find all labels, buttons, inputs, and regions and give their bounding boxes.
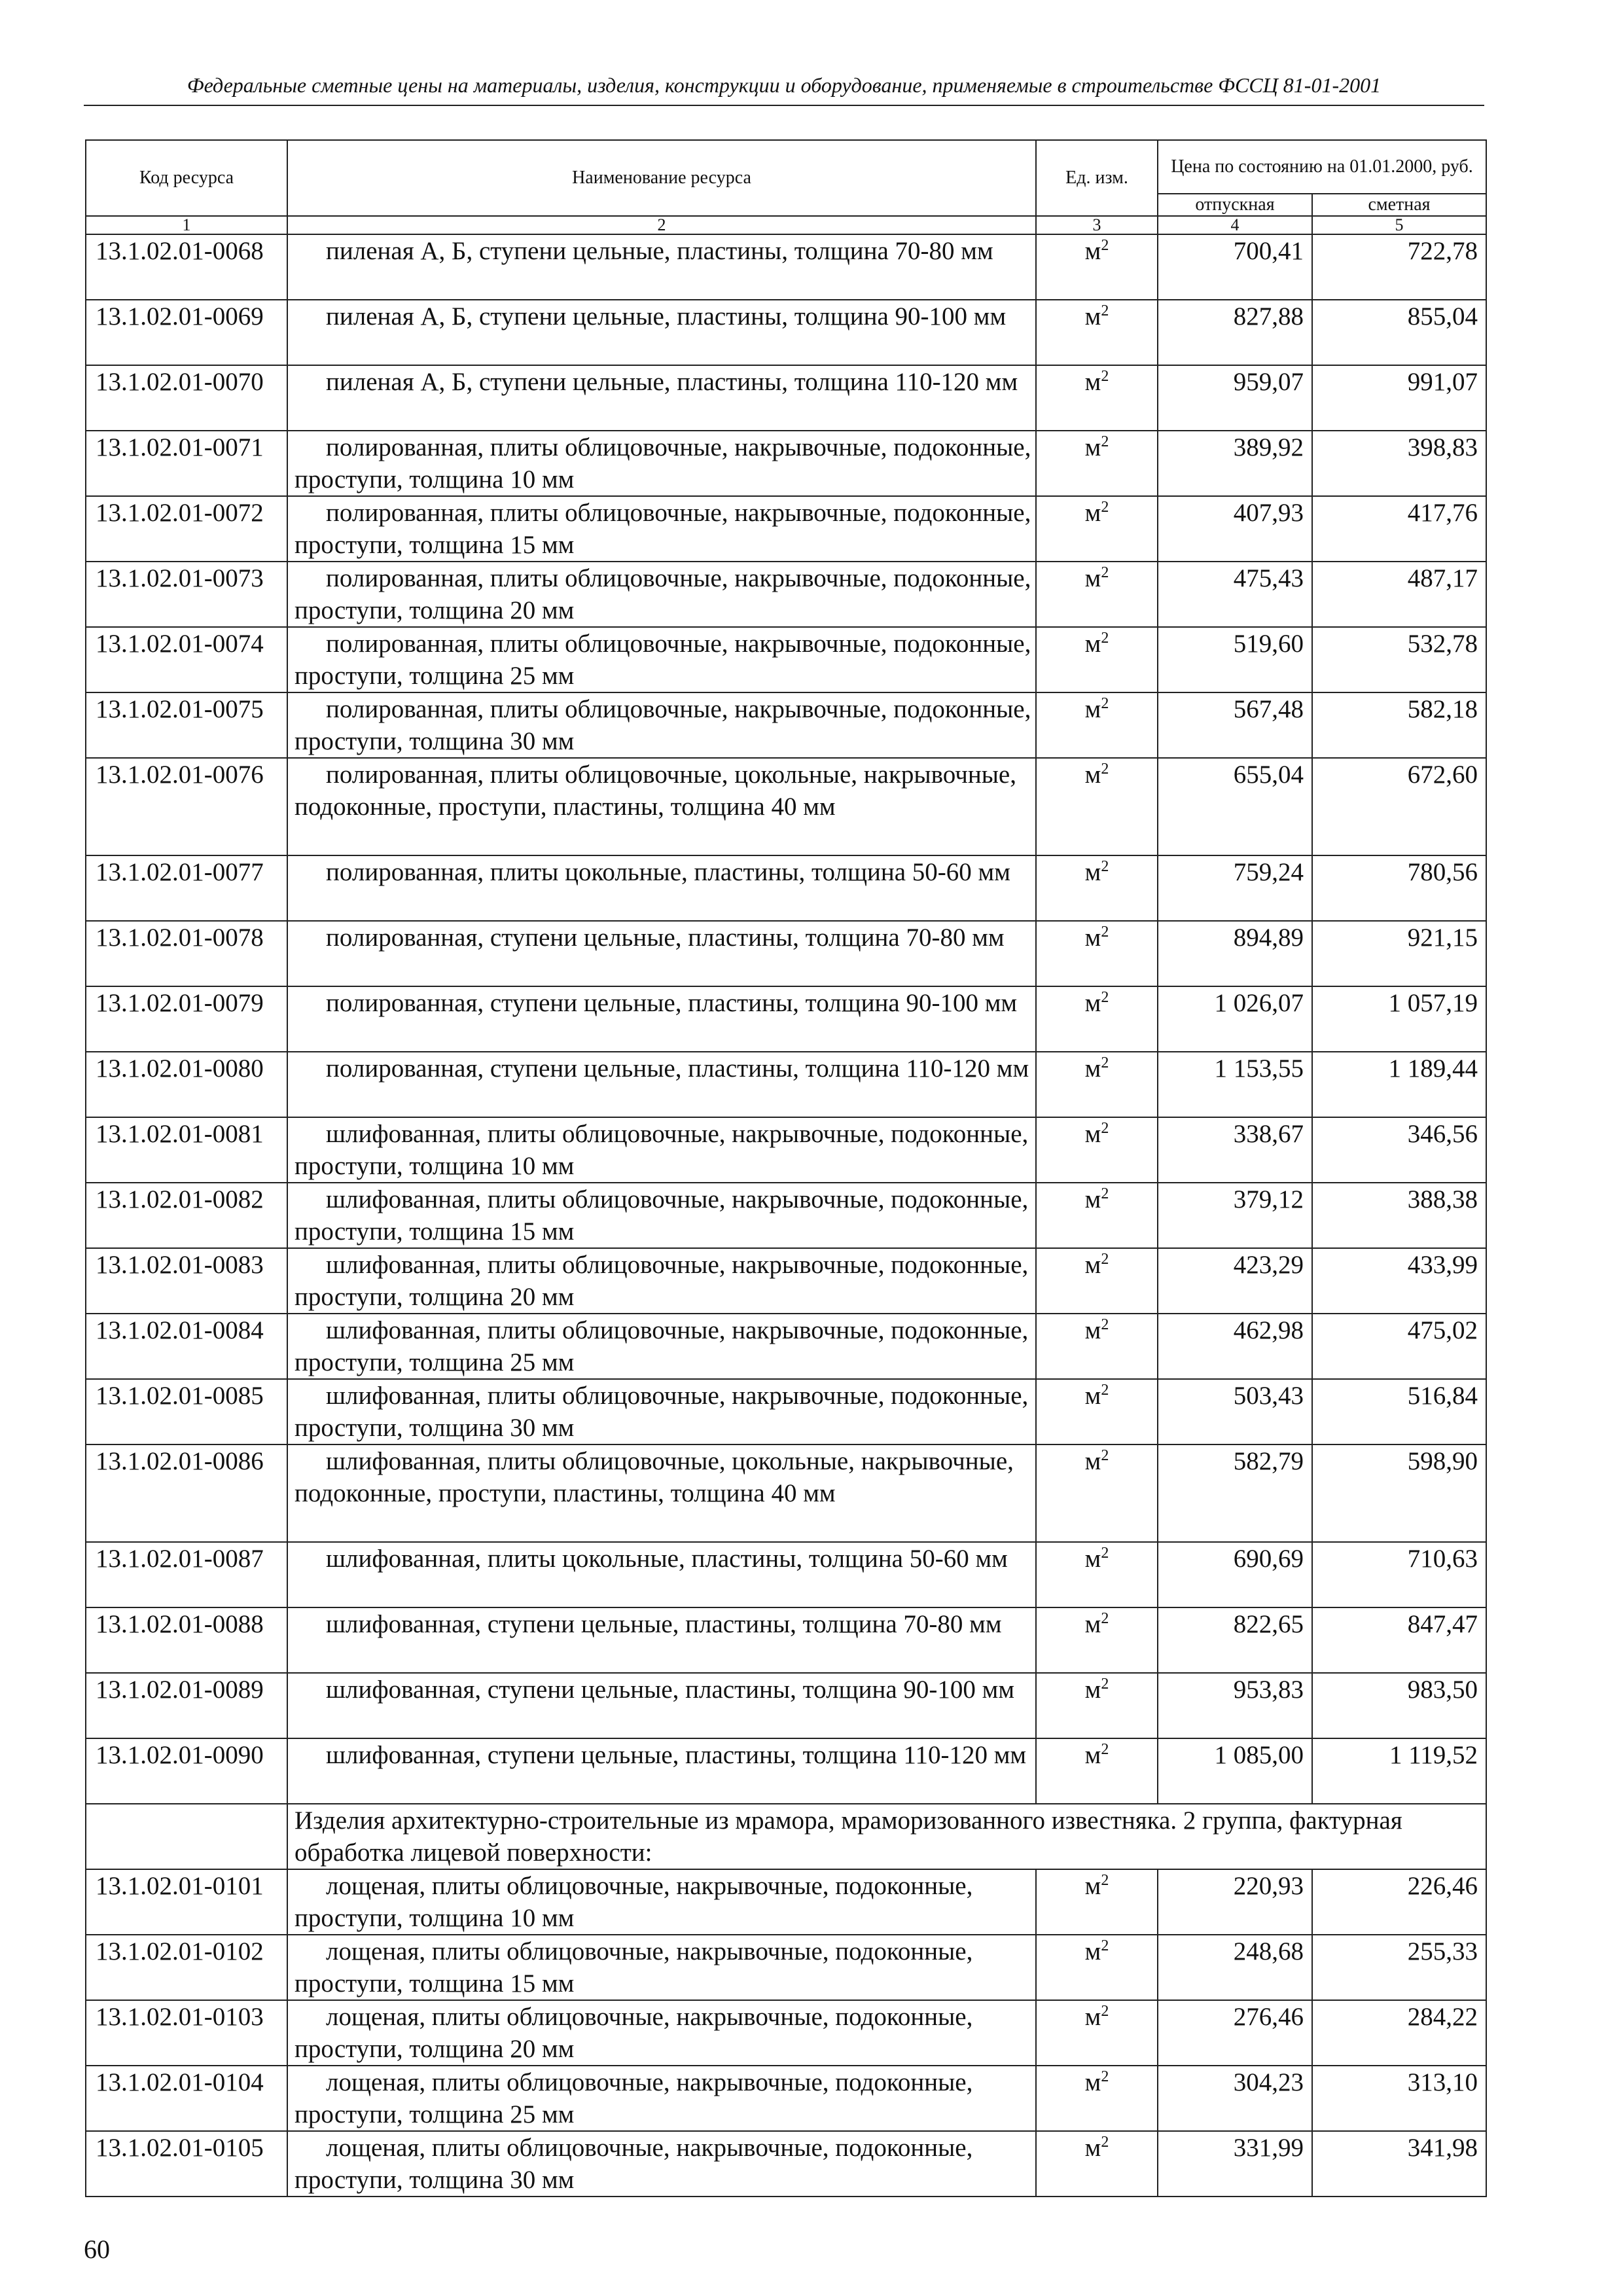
estimate-price: 1 119,52 bbox=[1312, 1738, 1486, 1804]
unit-power: 2 bbox=[1101, 1316, 1109, 1333]
resource-name bbox=[287, 1379, 1036, 1444]
release-price: 827,88 bbox=[1158, 300, 1312, 365]
resource-name bbox=[287, 1673, 1036, 1738]
unit-base: м bbox=[1084, 1447, 1101, 1475]
release-price: 959,07 bbox=[1158, 365, 1312, 431]
resource-name-text: полированная, плиты облицовочные, накрывочные, подоконные, проступи, толщина 20 мм bbox=[294, 564, 1031, 624]
resource-name bbox=[287, 692, 1036, 758]
resource-name-text: шлифованная, плиты облицовочные, накрывочные, подоконные, проступи, толщина 25 мм bbox=[294, 1316, 1029, 1376]
unit-of-measure bbox=[1036, 2131, 1158, 2197]
estimate-price: 991,07 bbox=[1312, 365, 1486, 431]
table-row bbox=[86, 627, 1486, 692]
unit-base: м bbox=[1084, 1741, 1101, 1769]
release-price: 1 085,00 bbox=[1158, 1738, 1312, 1804]
unit-of-measure bbox=[1036, 1248, 1158, 1314]
resource-code: 13.1.02.01-0068 bbox=[86, 234, 287, 300]
page-number: 60 bbox=[84, 2234, 110, 2264]
resource-name bbox=[287, 300, 1036, 365]
resource-name-text: шлифованная, ступени цельные, пластины, толщина 70-80 мм bbox=[326, 1610, 1002, 1638]
unit-power: 2 bbox=[1101, 695, 1109, 712]
estimate-price: 1 189,44 bbox=[1312, 1052, 1486, 1117]
resource-name bbox=[287, 496, 1036, 562]
header-divider bbox=[84, 105, 1484, 106]
resource-code: 13.1.02.01-0086 bbox=[86, 1444, 287, 1542]
unit-power: 2 bbox=[1101, 368, 1109, 385]
table-row bbox=[86, 2131, 1486, 2197]
resource-name bbox=[287, 1542, 1036, 1607]
resource-code: 13.1.02.01-0070 bbox=[86, 365, 287, 431]
resource-name bbox=[287, 1183, 1036, 1248]
resource-code: 13.1.02.01-0079 bbox=[86, 986, 287, 1052]
unit-power: 2 bbox=[1101, 761, 1109, 778]
unit-power: 2 bbox=[1101, 1251, 1109, 1268]
estimate-price: 672,60 bbox=[1312, 758, 1486, 855]
table-row bbox=[86, 1869, 1486, 1935]
unit-base: м bbox=[1084, 2068, 1101, 2096]
unit-power: 2 bbox=[1101, 989, 1109, 1006]
resource-name-text: полированная, плиты облицовочные, накрывочные, подоконные, проступи, толщина 30 мм bbox=[294, 695, 1031, 755]
release-price: 389,92 bbox=[1158, 431, 1312, 496]
resource-name bbox=[287, 921, 1036, 986]
resource-code: 13.1.02.01-0083 bbox=[86, 1248, 287, 1314]
table-row bbox=[86, 1183, 1486, 1248]
resource-code: 13.1.02.01-0081 bbox=[86, 1117, 287, 1183]
unit-power: 2 bbox=[1101, 237, 1109, 254]
resource-name bbox=[287, 234, 1036, 300]
unit-base: м bbox=[1084, 2003, 1101, 2031]
section-code-cell bbox=[86, 1804, 287, 1869]
unit-base: м bbox=[1084, 924, 1101, 952]
unit-power: 2 bbox=[1101, 2134, 1109, 2151]
unit-power: 2 bbox=[1101, 2068, 1109, 2085]
unit-base: м bbox=[1084, 2134, 1101, 2162]
resource-name bbox=[287, 855, 1036, 921]
release-price: 503,43 bbox=[1158, 1379, 1312, 1444]
table-row bbox=[86, 2066, 1486, 2131]
unit-power: 2 bbox=[1101, 1545, 1109, 1562]
release-price: 519,60 bbox=[1158, 627, 1312, 692]
table-row bbox=[86, 1673, 1486, 1738]
unit-base: м bbox=[1084, 989, 1101, 1017]
unit-base: м bbox=[1084, 499, 1101, 527]
table-row bbox=[86, 986, 1486, 1052]
resource-name-text: полированная, плиты облицовочные, цокольные, накрывочные, подоконные, проступи, пластины, толщина 40 мм bbox=[294, 761, 1016, 821]
unit-base: м bbox=[1084, 1676, 1101, 1704]
unit-power: 2 bbox=[1101, 302, 1109, 319]
resource-name-text: шлифованная, плиты цокольные, пластины, толщина 50-60 мм bbox=[326, 1545, 1008, 1573]
unit-power: 2 bbox=[1101, 1741, 1109, 1758]
table-row bbox=[86, 1117, 1486, 1183]
unit-base: м bbox=[1084, 1872, 1101, 1900]
estimate-price: 780,56 bbox=[1312, 855, 1486, 921]
resource-name-text: лощеная, плиты облицовочные, накрывочные, подоконные, проступи, толщина 25 мм bbox=[294, 2068, 973, 2128]
unit-base: м bbox=[1084, 1610, 1101, 1638]
resource-name bbox=[287, 1314, 1036, 1379]
unit-power: 2 bbox=[1101, 1054, 1109, 1071]
unit-base: м bbox=[1084, 1316, 1101, 1344]
resource-name bbox=[287, 1444, 1036, 1542]
estimate-price: 313,10 bbox=[1312, 2066, 1486, 2131]
unit-base: м bbox=[1084, 1937, 1101, 1965]
resource-name bbox=[287, 1117, 1036, 1183]
unit-of-measure bbox=[1036, 1117, 1158, 1183]
unit-power: 2 bbox=[1101, 564, 1109, 581]
table-row bbox=[86, 1314, 1486, 1379]
resource-name-text: полированная, ступени цельные, пластины, толщина 110-120 мм bbox=[326, 1054, 1029, 1083]
unit-of-measure bbox=[1036, 627, 1158, 692]
estimate-price: 341,98 bbox=[1312, 2131, 1486, 2197]
unit-of-measure bbox=[1036, 1379, 1158, 1444]
estimate-price: 255,33 bbox=[1312, 1935, 1486, 2000]
unit-base: м bbox=[1084, 695, 1101, 723]
price-table bbox=[85, 139, 1487, 2197]
table-row bbox=[86, 1607, 1486, 1673]
unit-of-measure bbox=[1036, 855, 1158, 921]
table-row bbox=[86, 1738, 1486, 1804]
unit-power: 2 bbox=[1101, 1937, 1109, 1954]
resource-name-text: шлифованная, плиты облицовочные, накрывочные, подоконные, проступи, толщина 10 мм bbox=[294, 1120, 1029, 1180]
unit-base: м bbox=[1084, 1054, 1101, 1083]
resource-code: 13.1.02.01-0075 bbox=[86, 692, 287, 758]
unit-base: м bbox=[1084, 1382, 1101, 1410]
header-code: Код ресурса bbox=[86, 140, 287, 216]
unit-of-measure bbox=[1036, 1183, 1158, 1248]
resource-code: 13.1.02.01-0088 bbox=[86, 1607, 287, 1673]
table-row bbox=[86, 365, 1486, 431]
resource-code: 13.1.02.01-0077 bbox=[86, 855, 287, 921]
resource-code: 13.1.02.01-0074 bbox=[86, 627, 287, 692]
resource-code: 13.1.02.01-0069 bbox=[86, 300, 287, 365]
release-price: 953,83 bbox=[1158, 1673, 1312, 1738]
release-price: 220,93 bbox=[1158, 1869, 1312, 1935]
table-row bbox=[86, 758, 1486, 855]
column-number: 4 bbox=[1158, 216, 1312, 234]
unit-base: м bbox=[1084, 1545, 1101, 1573]
unit-of-measure bbox=[1036, 2000, 1158, 2066]
resource-name-text: полированная, плиты облицовочные, накрывочные, подоконные, проступи, толщина 15 мм bbox=[294, 499, 1031, 559]
resource-code: 13.1.02.01-0105 bbox=[86, 2131, 287, 2197]
unit-base: м bbox=[1084, 302, 1101, 331]
resource-name-text: лощеная, плиты облицовочные, накрывочные, подоконные, проступи, толщина 10 мм bbox=[294, 1872, 973, 1932]
unit-of-measure bbox=[1036, 300, 1158, 365]
table-body bbox=[86, 234, 1486, 1804]
unit-of-measure bbox=[1036, 496, 1158, 562]
estimate-price: 847,47 bbox=[1312, 1607, 1486, 1673]
resource-name bbox=[287, 2131, 1036, 2197]
unit-of-measure bbox=[1036, 1052, 1158, 1117]
release-price: 1 026,07 bbox=[1158, 986, 1312, 1052]
section-row bbox=[86, 1804, 1486, 1869]
resource-name-text: полированная, ступени цельные, пластины, толщина 90-100 мм bbox=[326, 989, 1018, 1017]
column-number: 5 bbox=[1312, 216, 1486, 234]
release-price: 759,24 bbox=[1158, 855, 1312, 921]
table-row bbox=[86, 1542, 1486, 1607]
estimate-price: 921,15 bbox=[1312, 921, 1486, 986]
section-body bbox=[86, 1804, 1486, 1869]
resource-name-text: полированная, ступени цельные, пластины, толщина 70-80 мм bbox=[326, 924, 1005, 952]
resource-code: 13.1.02.01-0089 bbox=[86, 1673, 287, 1738]
resource-name bbox=[287, 758, 1036, 855]
resource-name-text: полированная, плиты облицовочные, накрывочные, подоконные, проступи, толщина 10 мм bbox=[294, 433, 1031, 493]
resource-code: 13.1.02.01-0073 bbox=[86, 562, 287, 627]
resource-code: 13.1.02.01-0087 bbox=[86, 1542, 287, 1607]
unit-power: 2 bbox=[1101, 858, 1109, 875]
resource-name-text: пиленая А, Б, ступени цельные, пластины, толщина 70-80 мм bbox=[326, 237, 993, 265]
header-name: Наименование ресурса bbox=[287, 140, 1036, 216]
unit-base: м bbox=[1084, 858, 1101, 886]
estimate-price: 284,22 bbox=[1312, 2000, 1486, 2066]
unit-of-measure bbox=[1036, 692, 1158, 758]
resource-code: 13.1.02.01-0078 bbox=[86, 921, 287, 986]
release-price: 475,43 bbox=[1158, 562, 1312, 627]
resource-name bbox=[287, 2000, 1036, 2066]
resource-name-text: пиленая А, Б, ступени цельные, пластины, толщина 90-100 мм bbox=[326, 302, 1007, 331]
table-row bbox=[86, 1248, 1486, 1314]
resource-code: 13.1.02.01-0084 bbox=[86, 1314, 287, 1379]
page-header: Федеральные сметные цены на материалы, изделия, конструкции и оборудование, применяемые в строительстве ФССЦ 81-01-2001 bbox=[187, 73, 1382, 97]
release-price: 582,79 bbox=[1158, 1444, 1312, 1542]
estimate-price: 582,18 bbox=[1312, 692, 1486, 758]
unit-of-measure bbox=[1036, 1935, 1158, 2000]
unit-base: м bbox=[1084, 237, 1101, 265]
estimate-price: 722,78 bbox=[1312, 234, 1486, 300]
resource-name-text: лощеная, плиты облицовочные, накрывочные, подоконные, проступи, толщина 30 мм bbox=[294, 2134, 973, 2194]
table-row bbox=[86, 1052, 1486, 1117]
unit-base: м bbox=[1084, 761, 1101, 789]
release-price: 822,65 bbox=[1158, 1607, 1312, 1673]
unit-power: 2 bbox=[1101, 433, 1109, 450]
unit-base: м bbox=[1084, 368, 1101, 396]
release-price: 423,29 bbox=[1158, 1248, 1312, 1314]
unit-power: 2 bbox=[1101, 499, 1109, 516]
table-row bbox=[86, 692, 1486, 758]
table-row bbox=[86, 1935, 1486, 2000]
resource-name-text: шлифованная, плиты облицовочные, накрывочные, подоконные, проступи, толщина 30 мм bbox=[294, 1382, 1029, 1442]
header-unit: Ед. изм. bbox=[1036, 140, 1158, 216]
column-number: 2 bbox=[287, 216, 1036, 234]
unit-of-measure bbox=[1036, 234, 1158, 300]
resource-name-text: лощеная, плиты облицовочные, накрывочные, подоконные, проступи, толщина 20 мм bbox=[294, 2003, 973, 2063]
unit-base: м bbox=[1084, 564, 1101, 592]
header-release-price: отпускная bbox=[1158, 194, 1312, 216]
resource-name bbox=[287, 2066, 1036, 2131]
resource-name-text: полированная, плиты цокольные, пластины, толщина 50-60 мм bbox=[326, 858, 1010, 886]
resource-name-text: шлифованная, плиты облицовочные, накрывочные, подоконные, проступи, толщина 20 мм bbox=[294, 1251, 1029, 1311]
table-row bbox=[86, 921, 1486, 986]
resource-name bbox=[287, 1052, 1036, 1117]
table-row bbox=[86, 496, 1486, 562]
resource-name-text: пиленая А, Б, ступени цельные, пластины, толщина 110-120 мм bbox=[326, 368, 1018, 396]
estimate-price: 346,56 bbox=[1312, 1117, 1486, 1183]
unit-of-measure bbox=[1036, 1542, 1158, 1607]
unit-of-measure bbox=[1036, 1738, 1158, 1804]
resource-code: 13.1.02.01-0072 bbox=[86, 496, 287, 562]
release-price: 655,04 bbox=[1158, 758, 1312, 855]
release-price: 338,67 bbox=[1158, 1117, 1312, 1183]
resource-name bbox=[287, 627, 1036, 692]
resource-code: 13.1.02.01-0104 bbox=[86, 2066, 287, 2131]
estimate-price: 433,99 bbox=[1312, 1248, 1486, 1314]
unit-power: 2 bbox=[1101, 630, 1109, 647]
release-price: 700,41 bbox=[1158, 234, 1312, 300]
unit-of-measure bbox=[1036, 1607, 1158, 1673]
unit-base: м bbox=[1084, 630, 1101, 658]
resource-name bbox=[287, 986, 1036, 1052]
resource-code: 13.1.02.01-0102 bbox=[86, 1935, 287, 2000]
table-row bbox=[86, 855, 1486, 921]
resource-code: 13.1.02.01-0080 bbox=[86, 1052, 287, 1117]
unit-of-measure bbox=[1036, 431, 1158, 496]
resource-name bbox=[287, 1738, 1036, 1804]
unit-power: 2 bbox=[1101, 1676, 1109, 1693]
resource-name bbox=[287, 431, 1036, 496]
unit-base: м bbox=[1084, 1185, 1101, 1213]
resource-name-text: полированная, плиты облицовочные, накрывочные, подоконные, проступи, толщина 25 мм bbox=[294, 630, 1031, 690]
estimate-price: 226,46 bbox=[1312, 1869, 1486, 1935]
estimate-price: 710,63 bbox=[1312, 1542, 1486, 1607]
unit-power: 2 bbox=[1101, 1872, 1109, 1889]
unit-of-measure bbox=[1036, 986, 1158, 1052]
unit-power: 2 bbox=[1101, 2003, 1109, 2020]
estimate-price: 417,76 bbox=[1312, 496, 1486, 562]
resource-name-text: шлифованная, ступени цельные, пластины, толщина 90-100 мм bbox=[326, 1676, 1015, 1704]
estimate-price: 598,90 bbox=[1312, 1444, 1486, 1542]
unit-of-measure bbox=[1036, 921, 1158, 986]
column-number: 3 bbox=[1036, 216, 1158, 234]
release-price: 462,98 bbox=[1158, 1314, 1312, 1379]
table-row bbox=[86, 1444, 1486, 1542]
unit-base: м bbox=[1084, 1251, 1101, 1279]
release-price: 894,89 bbox=[1158, 921, 1312, 986]
resource-name bbox=[287, 1869, 1036, 1935]
section-heading: Изделия архитектурно-строительные из мрамора, мраморизованного известняка. 2 группа, фактурная обработка лицевой поверхности: bbox=[287, 1804, 1486, 1869]
estimate-price: 1 057,19 bbox=[1312, 986, 1486, 1052]
resource-name-text: лощеная, плиты облицовочные, накрывочные, подоконные, проступи, толщина 15 мм bbox=[294, 1937, 973, 1998]
estimate-price: 983,50 bbox=[1312, 1673, 1486, 1738]
column-number: 1 bbox=[86, 216, 287, 234]
release-price: 276,46 bbox=[1158, 2000, 1312, 2066]
release-price: 567,48 bbox=[1158, 692, 1312, 758]
header-estimate-price: сметная bbox=[1312, 194, 1486, 216]
resource-code: 13.1.02.01-0085 bbox=[86, 1379, 287, 1444]
release-price: 1 153,55 bbox=[1158, 1052, 1312, 1117]
unit-power: 2 bbox=[1101, 924, 1109, 941]
resource-name-text: шлифованная, плиты облицовочные, цокольные, накрывочные, подоконные, проступи, пластины, толщина 40 мм bbox=[294, 1447, 1014, 1507]
table-row bbox=[86, 300, 1486, 365]
unit-power: 2 bbox=[1101, 1382, 1109, 1399]
unit-power: 2 bbox=[1101, 1185, 1109, 1202]
resource-code: 13.1.02.01-0076 bbox=[86, 758, 287, 855]
estimate-price: 398,83 bbox=[1312, 431, 1486, 496]
table-row bbox=[86, 562, 1486, 627]
resource-name bbox=[287, 1607, 1036, 1673]
estimate-price: 532,78 bbox=[1312, 627, 1486, 692]
release-price: 690,69 bbox=[1158, 1542, 1312, 1607]
table-row bbox=[86, 431, 1486, 496]
release-price: 407,93 bbox=[1158, 496, 1312, 562]
resource-code: 13.1.02.01-0071 bbox=[86, 431, 287, 496]
release-price: 304,23 bbox=[1158, 2066, 1312, 2131]
resource-name bbox=[287, 365, 1036, 431]
unit-of-measure bbox=[1036, 365, 1158, 431]
resource-code: 13.1.02.01-0103 bbox=[86, 2000, 287, 2066]
resource-name-text: шлифованная, плиты облицовочные, накрывочные, подоконные, проступи, толщина 15 мм bbox=[294, 1185, 1029, 1246]
release-price: 379,12 bbox=[1158, 1183, 1312, 1248]
unit-of-measure bbox=[1036, 1314, 1158, 1379]
unit-of-measure bbox=[1036, 1673, 1158, 1738]
estimate-price: 516,84 bbox=[1312, 1379, 1486, 1444]
table-row bbox=[86, 1379, 1486, 1444]
resource-name bbox=[287, 1935, 1036, 2000]
estimate-price: 475,02 bbox=[1312, 1314, 1486, 1379]
release-price: 331,99 bbox=[1158, 2131, 1312, 2197]
unit-power: 2 bbox=[1101, 1610, 1109, 1627]
unit-power: 2 bbox=[1101, 1120, 1109, 1137]
unit-of-measure bbox=[1036, 758, 1158, 855]
resource-name bbox=[287, 562, 1036, 627]
header-price: Цена по состоянию на 01.01.2000, руб. bbox=[1158, 140, 1486, 194]
table-body-group-2 bbox=[86, 1869, 1486, 2197]
resource-name-text: шлифованная, ступени цельные, пластины, толщина 110-120 мм bbox=[326, 1741, 1027, 1769]
unit-power: 2 bbox=[1101, 1447, 1109, 1464]
resource-code: 13.1.02.01-0090 bbox=[86, 1738, 287, 1804]
unit-of-measure bbox=[1036, 562, 1158, 627]
estimate-price: 388,38 bbox=[1312, 1183, 1486, 1248]
estimate-price: 487,17 bbox=[1312, 562, 1486, 627]
estimate-price: 855,04 bbox=[1312, 300, 1486, 365]
resource-code: 13.1.02.01-0082 bbox=[86, 1183, 287, 1248]
unit-of-measure bbox=[1036, 1444, 1158, 1542]
unit-base: м bbox=[1084, 1120, 1101, 1148]
unit-of-measure bbox=[1036, 2066, 1158, 2131]
table-row bbox=[86, 2000, 1486, 2066]
unit-base: м bbox=[1084, 433, 1101, 461]
release-price: 248,68 bbox=[1158, 1935, 1312, 2000]
resource-code: 13.1.02.01-0101 bbox=[86, 1869, 287, 1935]
table-row bbox=[86, 234, 1486, 300]
resource-name bbox=[287, 1248, 1036, 1314]
unit-of-measure bbox=[1036, 1869, 1158, 1935]
